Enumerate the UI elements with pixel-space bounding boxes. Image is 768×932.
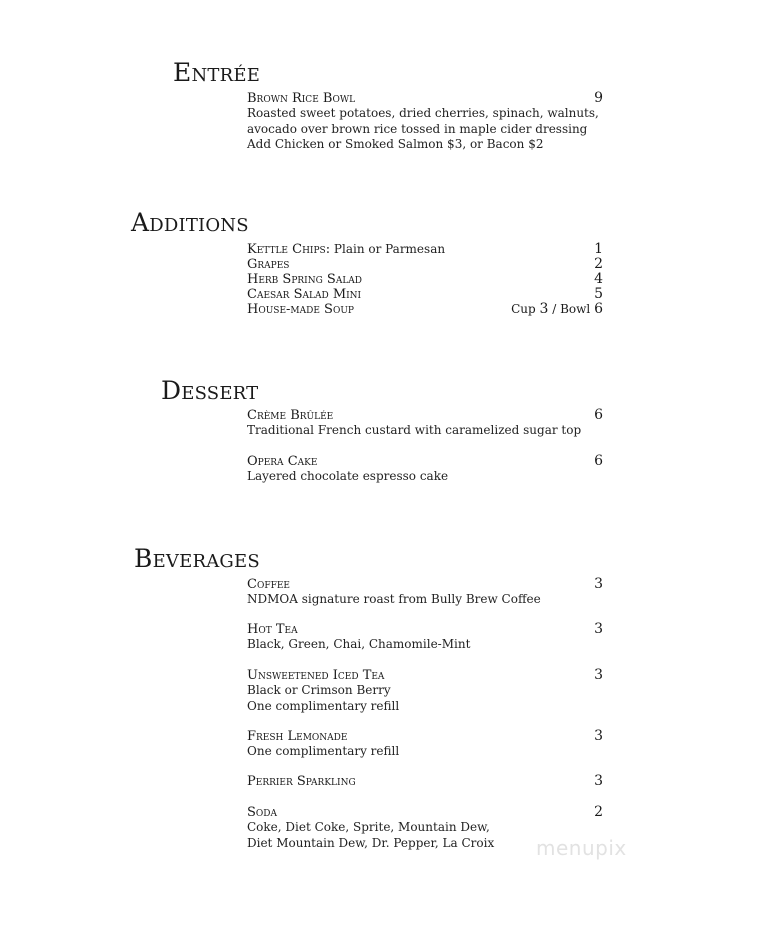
menu-item-caesar-salad-mini (247, 287, 603, 302)
item-description-line: Traditional French custard with caramelized sugar top (247, 423, 582, 437)
item-price: 3 (594, 773, 603, 789)
item-note: Plain or Parmesan (330, 242, 446, 256)
item-name: Brown Rice Bowl (247, 91, 356, 106)
price-label-bowl: / Bowl (548, 302, 595, 316)
item-name: Crème Brûlée (247, 408, 334, 423)
item-price: 2 (594, 256, 603, 272)
item-price (511, 302, 603, 317)
menu-item-creme-brulee (247, 408, 603, 439)
item-name: Herb Spring Salad (247, 272, 363, 287)
item-price: 6 (594, 407, 603, 423)
item-description-line: Roasted sweet potatoes, dried cherries, spinach, walnuts, (247, 106, 599, 120)
menu-item-herb-spring-salad (247, 272, 603, 287)
item-price: 1 (594, 241, 603, 257)
item-price: 2 (594, 804, 603, 820)
item-name: Fresh Lemonade (247, 729, 348, 744)
item-description-line: Coke, Diet Coke, Sprite, Mountain Dew, (247, 820, 490, 834)
item-price: 3 (594, 728, 603, 744)
item-price: 4 (594, 271, 603, 287)
item-name: House-made Soup (247, 302, 354, 317)
additions-list (247, 242, 603, 317)
item-price: 6 (594, 453, 603, 469)
item-name: Unsweetened Iced Tea (247, 668, 385, 683)
item-name: Opera Cake (247, 454, 318, 469)
menu-item-brown-rice-bowl (247, 91, 603, 153)
price-bowl: 6 (594, 301, 603, 317)
menu-item-coffee (247, 577, 603, 608)
price-label-cup: Cup (511, 302, 540, 316)
item-description-line: NDMOA signature roast from Bully Brew Coffee (247, 592, 541, 606)
item-price: 3 (594, 621, 603, 637)
menu-item-perrier-sparkling (247, 774, 603, 789)
menu-item-grapes (247, 257, 603, 272)
menu-item-kettle-chips (247, 242, 603, 257)
item-description-line: One complimentary refill (247, 744, 400, 758)
item-name: Perrier Sparkling (247, 774, 356, 789)
item-name: Soda (247, 805, 277, 820)
item-price: 3 (594, 667, 603, 683)
menu-item-unsweetened-iced-tea (247, 668, 603, 714)
item-name: Caesar Salad Mini (247, 287, 362, 302)
item-name: Kettle Chips: (247, 242, 331, 257)
item-price: 9 (594, 90, 603, 106)
section-title-additions: Additions (131, 208, 249, 237)
item-description-line: avocado over brown rice tossed in maple cider dressing (247, 121, 588, 136)
section-title-entree: Entrée (173, 58, 261, 87)
section-title-dessert: Dessert (161, 376, 259, 405)
price-cup: 3 (539, 301, 549, 317)
item-name: Grapes (247, 257, 290, 272)
menu-item-fresh-lemonade (247, 729, 603, 760)
item-name: Coffee (247, 577, 290, 592)
item-description-line: Black, Green, Chai, Chamomile-Mint (247, 637, 471, 651)
section-title-beverages: Beverages (134, 544, 260, 573)
menu-item-house-made-soup (247, 302, 603, 317)
item-description-line: Black or Crimson Berry (247, 683, 391, 697)
item-description-line: Diet Mountain Dew, Dr. Pepper, La Croix (247, 835, 495, 850)
item-description-line: One complimentary refill (247, 698, 400, 713)
item-price: 5 (594, 286, 603, 302)
menu-item-opera-cake (247, 454, 603, 485)
menu-item-hot-tea (247, 622, 603, 653)
item-name: Hot Tea (247, 622, 298, 637)
watermark-logo: menupix (536, 836, 627, 860)
item-description-line: Add Chicken or Smoked Salmon $3, or Bacon $2 (247, 137, 544, 151)
item-description-line: Layered chocolate espresso cake (247, 469, 449, 483)
item-price: 3 (594, 576, 603, 592)
